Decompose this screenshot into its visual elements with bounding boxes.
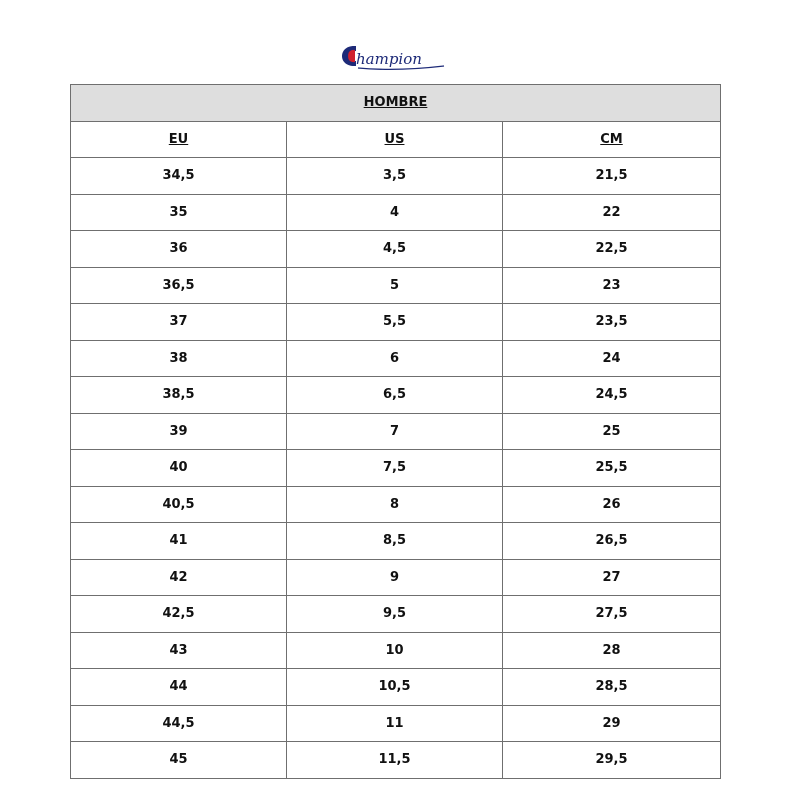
table-row — [71, 742, 721, 779]
size-cell-cm: 28 — [503, 632, 721, 669]
table-row — [71, 413, 721, 450]
size-cell-eu: 45 — [71, 742, 287, 779]
size-cell-eu: 44 — [71, 669, 287, 706]
size-cell-cm: 29,5 — [503, 742, 721, 779]
size-cell-cm: 22,5 — [503, 231, 721, 268]
size-cell-cm: 25 — [503, 413, 721, 450]
table-row — [71, 231, 721, 268]
size-cell-eu: 35 — [71, 194, 287, 231]
table-row — [71, 377, 721, 414]
size-cell-eu: 44,5 — [71, 705, 287, 742]
table-row — [71, 669, 721, 706]
size-cell-us: 3,5 — [287, 158, 503, 195]
size-cell-eu: 41 — [71, 523, 287, 560]
size-cell-cm: 24 — [503, 340, 721, 377]
size-cell-us: 4,5 — [287, 231, 503, 268]
table-row — [71, 158, 721, 195]
size-cell-eu: 39 — [71, 413, 287, 450]
size-cell-us: 11,5 — [287, 742, 503, 779]
size-cell-us: 8 — [287, 486, 503, 523]
size-cell-eu: 36,5 — [71, 267, 287, 304]
table-row — [71, 632, 721, 669]
size-cell-eu: 42,5 — [71, 596, 287, 633]
column-header-row — [71, 121, 721, 158]
column-header-cm: CM — [503, 121, 721, 158]
table-row — [71, 450, 721, 487]
size-cell-cm: 24,5 — [503, 377, 721, 414]
table-row — [71, 304, 721, 341]
size-cell-eu: 38,5 — [71, 377, 287, 414]
size-cell-us: 9,5 — [287, 596, 503, 633]
group-header-row — [71, 85, 721, 122]
size-rows — [71, 158, 721, 779]
size-cell-eu: 40,5 — [71, 486, 287, 523]
size-cell-cm: 22 — [503, 194, 721, 231]
size-cell-us: 5,5 — [287, 304, 503, 341]
size-cell-eu: 42 — [71, 559, 287, 596]
table-row — [71, 340, 721, 377]
champion-logo-icon — [340, 42, 452, 78]
size-cell-eu: 36 — [71, 231, 287, 268]
table-row — [71, 705, 721, 742]
champion-logo — [340, 42, 452, 78]
size-cell-eu: 43 — [71, 632, 287, 669]
size-cell-cm: 28,5 — [503, 669, 721, 706]
size-cell-us: 7,5 — [287, 450, 503, 487]
size-cell-us: 10 — [287, 632, 503, 669]
size-cell-us: 11 — [287, 705, 503, 742]
size-cell-us: 7 — [287, 413, 503, 450]
size-cell-cm: 25,5 — [503, 450, 721, 487]
size-cell-us: 6,5 — [287, 377, 503, 414]
size-cell-eu: 38 — [71, 340, 287, 377]
size-cell-cm: 23,5 — [503, 304, 721, 341]
table-row — [71, 596, 721, 633]
size-cell-cm: 27,5 — [503, 596, 721, 633]
size-cell-cm: 29 — [503, 705, 721, 742]
size-cell-cm: 21,5 — [503, 158, 721, 195]
size-chart-table — [70, 84, 721, 779]
table-row — [71, 267, 721, 304]
size-cell-eu: 34,5 — [71, 158, 287, 195]
size-cell-us: 8,5 — [287, 523, 503, 560]
size-cell-us: 5 — [287, 267, 503, 304]
size-cell-cm: 27 — [503, 559, 721, 596]
size-cell-cm: 26 — [503, 486, 721, 523]
column-header-us: US — [287, 121, 503, 158]
size-cell-eu: 37 — [71, 304, 287, 341]
table-row — [71, 194, 721, 231]
table-row — [71, 523, 721, 560]
table-row — [71, 486, 721, 523]
size-cell-cm: 23 — [503, 267, 721, 304]
table-row — [71, 559, 721, 596]
group-header-hombre: HOMBRE — [71, 85, 721, 122]
size-cell-us: 4 — [287, 194, 503, 231]
svg-text:hampion: hampion — [356, 50, 422, 68]
size-cell-us: 9 — [287, 559, 503, 596]
size-cell-us: 6 — [287, 340, 503, 377]
size-cell-us: 10,5 — [287, 669, 503, 706]
size-cell-cm: 26,5 — [503, 523, 721, 560]
column-header-eu: EU — [71, 121, 287, 158]
size-cell-eu: 40 — [71, 450, 287, 487]
